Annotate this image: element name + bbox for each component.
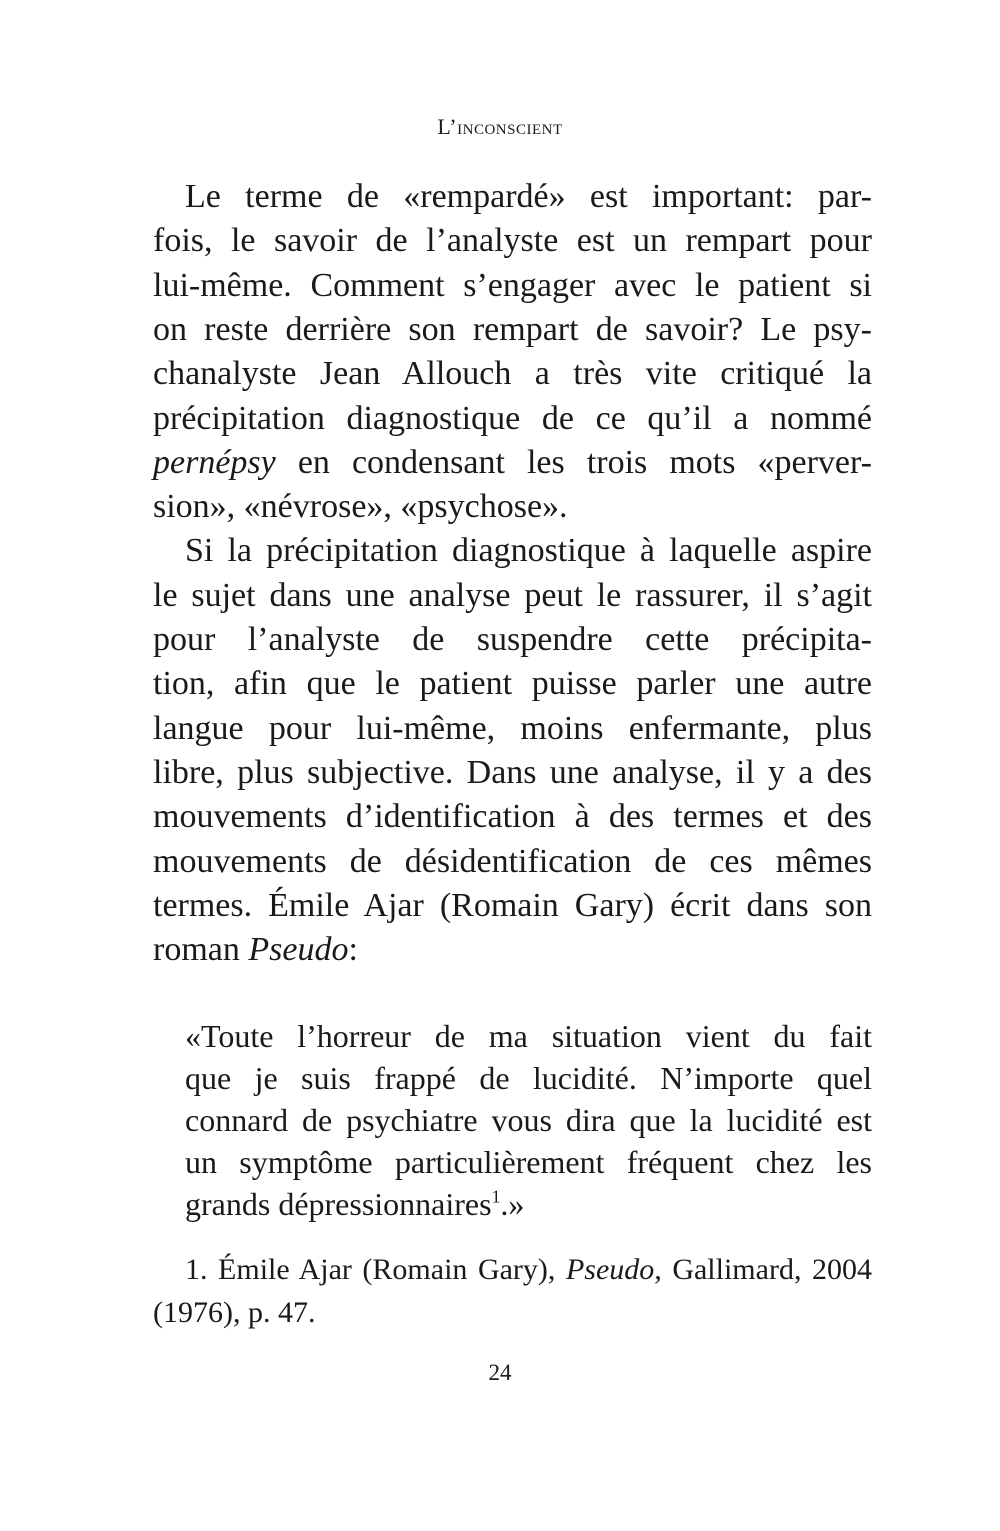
text-segment: mouvements d’identification à des termes et des — [153, 798, 872, 836]
quote-line — [185, 1057, 872, 1099]
text-segment: le sujet dans une analyse peut le rassurer, il s’agit — [153, 576, 872, 614]
text-segment: lui-même. Comment s’engager avec le patient si — [153, 266, 872, 304]
text-segment: libre, plus subjective. Dans une analyse, il y a des — [153, 753, 872, 791]
text-segment: Gallimard, 2004 — [661, 1253, 872, 1286]
paragraph-line — [185, 175, 872, 219]
quote-line — [185, 1015, 872, 1057]
paragraph-line — [153, 840, 872, 884]
paragraph-line — [153, 397, 872, 441]
text-segment: précipitation diagnostique de ce qu’il a nommé — [153, 399, 872, 437]
text-segment: Le terme de «rempardé» est important: par- — [185, 178, 872, 215]
text-segment: en condensant les trois mots «perver- — [275, 443, 872, 481]
quote-line — [185, 1099, 872, 1141]
paragraph-line — [153, 662, 872, 706]
paragraph-line — [153, 751, 872, 795]
text-segment: connard de psychiatre vous dira que la lucidité est — [185, 1102, 872, 1138]
footnote-marker: 1 — [491, 1186, 501, 1207]
text-segment: 1. Émile Ajar (Romain Gary), — [185, 1253, 566, 1286]
paragraph-line — [153, 618, 872, 662]
paragraph-line — [153, 441, 872, 485]
text-segment: un symptôme particulièrement fréquent chez les — [185, 1144, 872, 1180]
paragraph-line — [153, 884, 872, 928]
paragraph-line — [153, 795, 872, 839]
text-segment: .» — [500, 1186, 525, 1222]
text-segment: mouvements de désidentification de ces mêmes — [153, 842, 872, 880]
paragraph-line — [153, 485, 872, 529]
text-segment: pour l’analyste de suspendre cette précipita- — [153, 621, 872, 658]
text-segment: roman — [153, 931, 249, 969]
quote-line — [185, 1183, 872, 1225]
paragraph-line — [153, 264, 872, 308]
footnote-line — [153, 1291, 872, 1334]
running-header: L’inconscient — [437, 114, 563, 139]
text-segment: on reste derrière son rempart de savoir? Le psy- — [153, 310, 872, 348]
text-segment: termes. Émile Ajar (Romain Gary) écrit dans son — [153, 886, 872, 924]
paragraph-line — [153, 574, 872, 618]
text-segment: sion», «névrose», «psychose». — [153, 488, 568, 526]
paragraph-line — [153, 308, 872, 352]
text-segment: «Toute l’horreur de ma situation vient du fait — [185, 1018, 872, 1054]
text-segment: (1976), p. 47. — [153, 1296, 316, 1329]
page-number: 24 — [488, 1360, 512, 1385]
text-segment: : — [348, 931, 358, 969]
paragraph-line — [153, 707, 872, 751]
text-segment: grands dépressionnaires — [185, 1186, 492, 1222]
text-segment: que je suis frappé de lucidité. N’importe quel — [185, 1060, 872, 1096]
italic-text: Pseudo — [248, 931, 349, 969]
paragraph-line — [185, 529, 872, 573]
footnote-line — [185, 1248, 872, 1291]
italic-text: pernépsy — [153, 443, 276, 481]
quote-line — [185, 1141, 872, 1183]
paragraph-line — [153, 219, 872, 263]
text-segment: tion, afin que le patient puisse parler une autre — [153, 665, 872, 703]
paragraph-line — [153, 352, 872, 396]
text-segment: Si la précipitation diagnostique à laquelle aspire — [185, 532, 872, 570]
italic-text: Pseudo, — [565, 1253, 662, 1286]
text-segment: chanalyste Jean Allouch a très vite critiqué la — [153, 355, 872, 393]
text-segment: fois, le savoir de l’analyste est un rempart pour — [153, 222, 872, 260]
text-segment: langue pour lui-même, moins enfermante, plus — [153, 709, 872, 747]
paragraph-line — [153, 928, 872, 972]
